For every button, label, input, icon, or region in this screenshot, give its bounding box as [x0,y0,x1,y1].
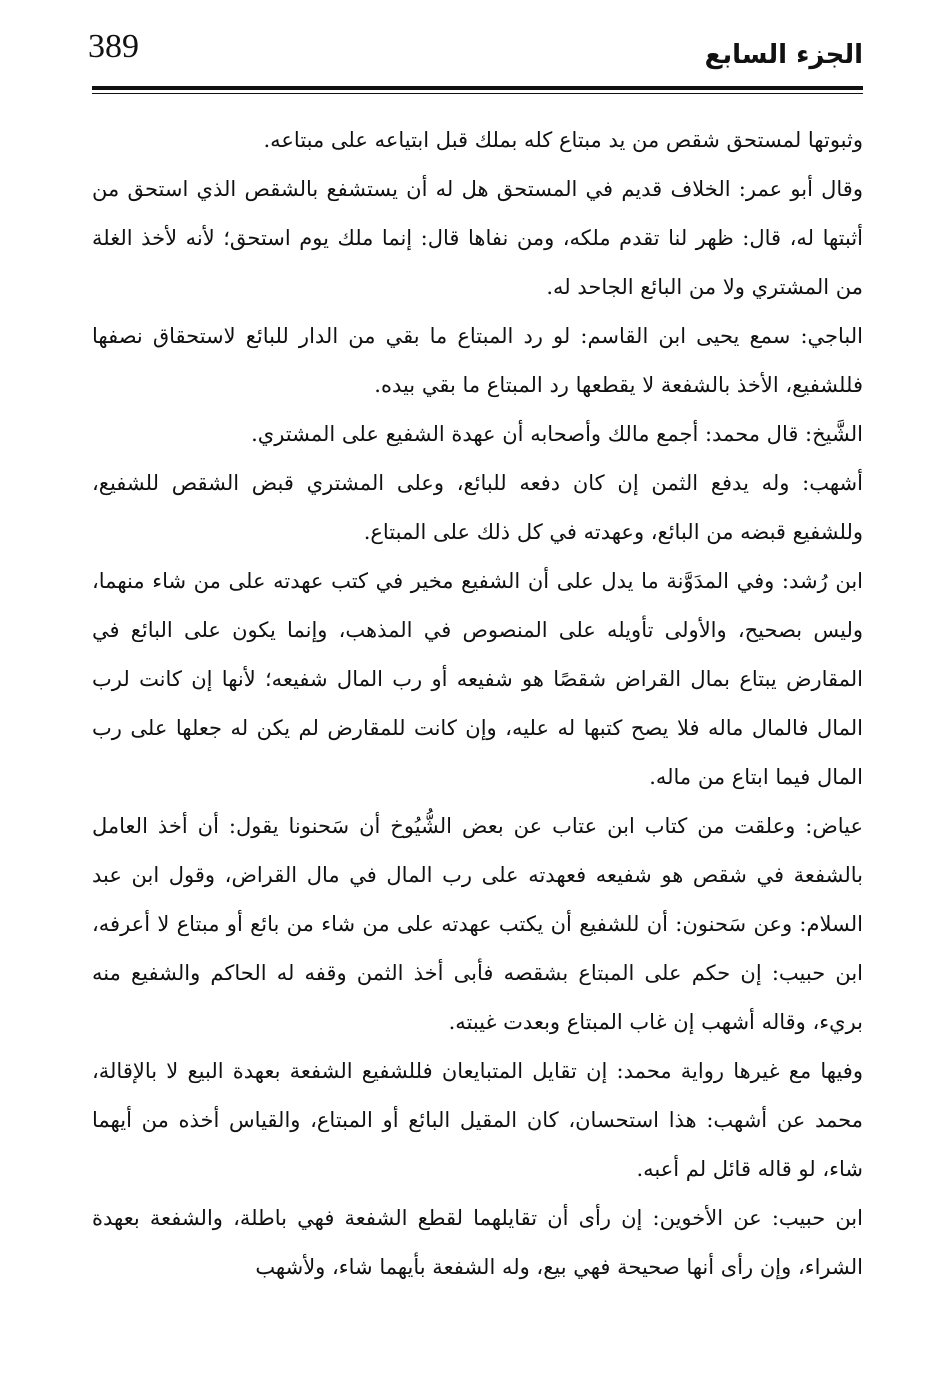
paragraph: عياض: وعلقت من كتاب ابن عتاب عن بعض الشُّيُوخ أن سَحنونا يقول: أن أخذ العامل بالشفعة في شقص هو شفيعه فعهدته على رب المال في مال القراض، وقول ابن عبد السلام: وعن سَحنون: أن للشفيع أن يكتب عهدته على من شاء من بائع أو مبتاع لا أعرفه، ابن حبيب: إن حكم على المبتاع بشقصه فأبى أخذ الثمن وقفه له الحاكم والشفيع منه بريء، وقاله أشهب إن غاب المبتاع وبعدت غيبته. [92,814,863,1034]
paragraph: الباجي: سمع يحيى ابن القاسم: لو رد المبتاع ما بقي من الدار للبائع لاستحقاق نصفها فللشفيع، الأخذ بالشفعة لا يقطعها رد المبتاع ما بقي بيده. [92,324,863,397]
paragraph: وثبوتها لمستحق شقص من يد مبتاع كله بملك قبل ابتياعه على مبتاعه. [263,128,863,152]
paragraph: ابن رُشد: وفي المدَوَّنة ما يدل على أن الشفيع مخير في كتب عهدته على من شاء منهما، وليس بصحيح، والأولى تأويله على المنصوص في المذهب، وإنما يكون على البائع في المقارض يبتاع بمال القراض شقصًا هو شفيعه أو رب المال شفيعه؛ لأنها إن كانت لرب المال فالمال ماله فلا يصح كتبها له عليه، وإن كانت للمقارض لم يكن له جعلها على رب المال فيما ابتاع من ماله. [92,569,863,789]
header-rule-thick [92,86,863,90]
page-number: 389 [88,28,139,65]
paragraph: وفيها مع غيرها رواية محمد: إن تقايل المتبايعان فللشفيع الشفعة بعهدة البيع لا بالإقالة، محمد عن أشهب: هذا استحسان، كان المقيل البائع أو المبتاع، والقياس أخذه من أيهما شاء، لو قاله قائل لم أعبه. [92,1059,863,1181]
paragraph: أشهب: وله يدفع الثمن إن كان دفعه للبائع، وعلى المشتري قبض الشقص للشفيع، وللشفيع قبضه من البائع، وعهدته في كل ذلك على المبتاع. [92,471,863,544]
paragraph: الشَّيخ: قال محمد: أجمع مالك وأصحابه أن عهدة الشفيع على المشتري. [251,422,863,446]
running-head: الجزء السابع [704,40,863,70]
header-rule-thin [92,93,863,94]
paragraph: وقال أبو عمر: الخلاف قديم في المستحق هل له أن يستشفع بالشقص الذي استحق من أثبتها له، قال: ظهر لنا تقدم ملكه، ومن نفاها قال: إنما ملك يوم استحق؛ لأنه لأخذ الغلة من المشتري ولا من البائع الجاحد له. [92,177,863,299]
body-text [92,116,863,1292]
paragraph: ابن حبيب: عن الأخوين: إن رأى أن تقايلهما لقطع الشفعة فهي باطلة، والشفعة بعهدة الشراء، وإن رأى أنها صحيحة فهي بيع، وله الشفعة بأيهما شاء، ولأشهب [92,1206,863,1279]
